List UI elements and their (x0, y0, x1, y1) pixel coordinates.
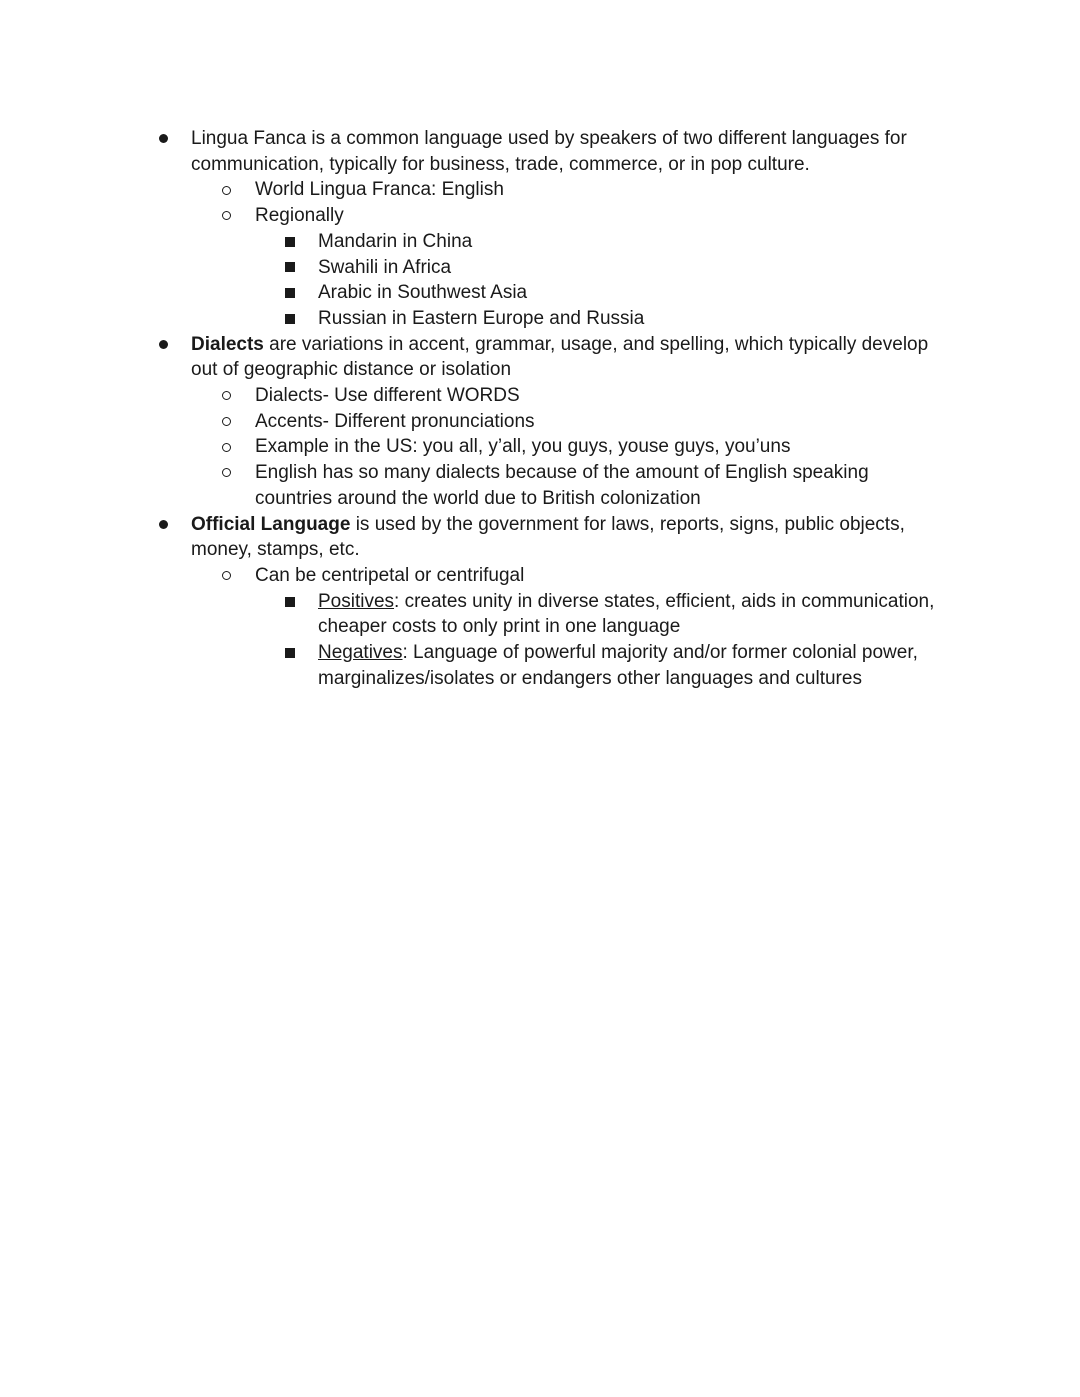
bullet-square-icon (285, 229, 295, 255)
english-dialects-text-line2: countries around the world due to British colonization (255, 487, 701, 509)
region-item (0, 280, 1080, 306)
lingua-franca-text-line2: communication, typically for business, trade, commerce, or in pop culture. (191, 153, 810, 175)
positives-label: Positives (318, 590, 395, 612)
negatives-continuation (0, 666, 1080, 692)
world-lingua-franca-text: World Lingua Franca: English (255, 179, 504, 201)
official-language-continuation (0, 537, 1080, 563)
bullet-circle-icon (222, 409, 231, 435)
bullet-square-icon (285, 306, 295, 332)
official-language-term: Official Language (191, 513, 351, 535)
bullet-square-icon (285, 280, 295, 306)
region-text: Swahili in Africa (318, 256, 452, 278)
negatives-text-line1: : Language of powerful majority and/or former colonial power, (402, 642, 918, 664)
region-item (0, 255, 1080, 281)
dialects-continuation (0, 357, 1080, 383)
region-item (0, 306, 1080, 332)
lingua-franca-continuation (0, 152, 1080, 178)
positives-text-line2: cheaper costs to only print in one language (318, 616, 681, 638)
centripetal-item (0, 563, 1080, 589)
lingua-franca-text-line1: Lingua Fanca is a common language used by speakers of two different languages for (191, 128, 907, 149)
region-item (0, 229, 1080, 255)
dialects-sub-text: Example in the US: you all, y’all, you guys, youse guys, you’uns (255, 436, 791, 458)
positives-item (0, 589, 1080, 615)
dialects-sub-item (0, 383, 1080, 409)
bullet-dot-icon (159, 126, 168, 152)
region-text: Mandarin in China (318, 230, 473, 252)
dialects-term: Dialects (191, 333, 264, 355)
notes-document (0, 126, 1080, 691)
negatives-item (0, 640, 1080, 666)
regionally-text: Regionally (255, 205, 344, 227)
dialects-sub-text: Dialects- Use different WORDS (255, 385, 520, 407)
dialects-bullet (0, 332, 1080, 358)
bullet-square-icon (285, 640, 295, 666)
region-text: Russian in Eastern Europe and Russia (318, 307, 645, 329)
bullet-circle-icon (222, 177, 231, 203)
official-language-text-line2: money, stamps, etc. (191, 539, 360, 561)
positives-text-line1: : creates unity in diverse states, efficient, aids in communication, (394, 590, 935, 612)
bullet-dot-icon (159, 332, 168, 358)
english-dialects-text-line1: English has so many dialects because of the amount of English speaking (255, 462, 869, 484)
world-lingua-franca-item (0, 177, 1080, 203)
dialects-sub-text: Accents- Different pronunciations (255, 410, 535, 432)
dialects-text-line2: out of geographic distance or isolation (191, 359, 512, 381)
bullet-circle-icon (222, 203, 231, 229)
centripetal-text: Can be centripetal or centrifugal (255, 564, 525, 586)
official-language-bullet (0, 512, 1080, 538)
negatives-label: Negatives (318, 642, 403, 664)
bullet-square-icon (285, 255, 295, 281)
dialects-sub-item (0, 434, 1080, 460)
english-dialects-item (0, 460, 1080, 486)
regionally-item (0, 203, 1080, 229)
bullet-square-icon (285, 589, 295, 615)
negatives-text-line2: marginalizes/isolates or endangers other languages and cultures (318, 667, 862, 689)
english-dialects-continuation (0, 486, 1080, 512)
bullet-circle-icon (222, 383, 231, 409)
official-language-text-line1: is used by the government for laws, reports, signs, public objects, (350, 513, 905, 535)
bullet-circle-icon (222, 434, 231, 460)
region-text: Arabic in Southwest Asia (318, 282, 528, 304)
bullet-circle-icon (222, 460, 231, 486)
bullet-circle-icon (222, 563, 231, 589)
dialects-text-line1: are variations in accent, grammar, usage, and spelling, which typically develop (263, 333, 929, 355)
positives-continuation (0, 614, 1080, 640)
bullet-dot-icon (159, 512, 168, 538)
lingua-franca-bullet (0, 126, 1080, 152)
dialects-sub-item (0, 409, 1080, 435)
